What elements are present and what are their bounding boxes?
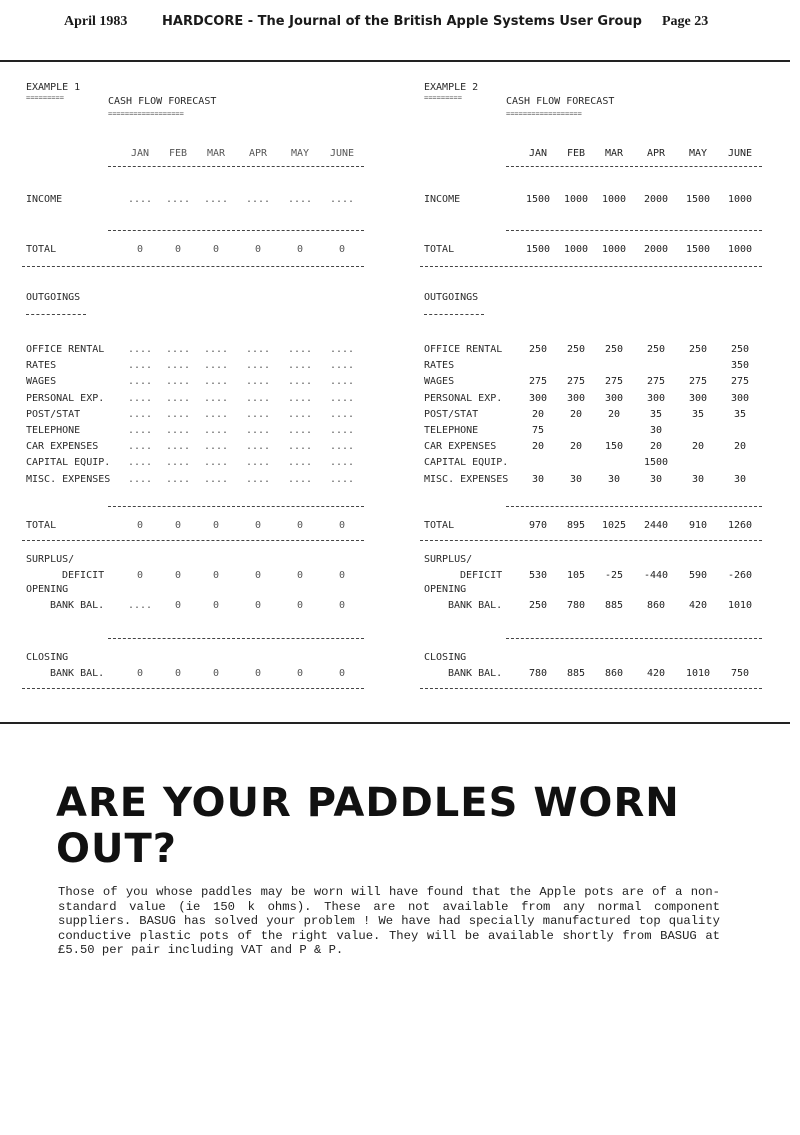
expense-cell: .... [329, 344, 355, 355]
opening-cell: 1010 [727, 600, 753, 611]
income-cell: 1500 [525, 194, 551, 205]
month-header: MAY [688, 148, 708, 159]
expense-cell: .... [203, 392, 229, 404]
example-label-underline: ========= [26, 94, 64, 102]
surplus-cell: 0 [174, 570, 182, 581]
expense-row-label: CAR EXPENSES [26, 441, 99, 453]
income-cell: .... [329, 194, 355, 205]
expense-row-label: TELEPHONE [26, 425, 81, 436]
opening-bank-bal-label: BANK BAL. [50, 600, 105, 611]
expense-cell: .... [127, 344, 153, 355]
expense-cell: .... [287, 344, 313, 355]
opening-cell: 860 [646, 600, 666, 611]
dashed-rule [506, 638, 762, 639]
dashed-rule [108, 166, 364, 167]
expense-cell: .... [203, 408, 229, 420]
expense-cell: 300 [566, 392, 586, 404]
outgoings-label: OUTGOINGS [26, 292, 81, 303]
dashed-rule [26, 314, 86, 315]
surplus-cell: -260 [727, 570, 753, 581]
expense-cell: .... [245, 425, 271, 436]
total-income-cell: 1000 [727, 244, 753, 255]
expense-cell: .... [245, 344, 271, 355]
expense-cell: .... [127, 457, 153, 469]
total-income-cell: 0 [136, 244, 144, 255]
total-income-cell: 1000 [563, 244, 589, 255]
expense-cell: 300 [604, 392, 624, 404]
expense-cell: 20 [569, 408, 583, 420]
expense-cell: .... [203, 457, 229, 469]
total-income-cell: 1500 [525, 244, 551, 255]
income-cell: .... [127, 194, 153, 205]
income-cell: 1500 [685, 194, 711, 205]
expense-cell: 250 [688, 344, 708, 355]
opening-cell: 885 [604, 600, 624, 611]
expense-cell: 250 [566, 344, 586, 355]
dashed-rule [420, 540, 762, 541]
dashed-rule [108, 506, 364, 507]
top-rule [0, 60, 790, 62]
surplus-cell: 0 [296, 570, 304, 581]
expense-cell: 250 [528, 344, 548, 355]
example1-spreadsheet [22, 82, 372, 697]
expense-cell: .... [287, 392, 313, 404]
opening-cell: 420 [688, 600, 708, 611]
income-cell: 1000 [601, 194, 627, 205]
dashed-rule [420, 688, 762, 689]
surplus-cell: -25 [604, 570, 624, 581]
total-outgoings-cell: 0 [174, 520, 182, 531]
total-income-cell: 0 [338, 244, 346, 255]
expense-cell: .... [245, 392, 271, 404]
closing-cell: 1010 [685, 668, 711, 679]
expense-cell: 75 [531, 425, 545, 436]
expense-cell: .... [245, 360, 271, 372]
dashed-rule [506, 230, 762, 231]
month-header: FEB [566, 148, 586, 159]
closing-cell: 0 [136, 668, 144, 679]
expense-cell: 35 [733, 408, 747, 420]
expense-cell: 30 [607, 473, 621, 485]
income-cell: 2000 [643, 194, 669, 205]
expense-cell: 300 [528, 392, 548, 404]
deficit-label: DEFICIT [460, 570, 503, 581]
expense-cell: .... [287, 425, 313, 436]
expense-cell: .... [329, 408, 355, 420]
expense-cell: .... [203, 376, 229, 388]
dashed-rule [424, 314, 484, 315]
opening-cell: 0 [254, 600, 262, 611]
total-outgoings-cell: 0 [136, 520, 144, 531]
closing-bank-bal-label: BANK BAL. [50, 668, 105, 679]
expense-cell: 275 [688, 376, 708, 388]
expense-cell: .... [127, 408, 153, 420]
expense-row-label: OFFICE RENTAL [26, 344, 105, 355]
article-body: Those of you whose paddles may be worn will have found that the Apple pots are of a non-standard value (ie 150 k ohms). These are not available from any normal component suppliers. BASUG has solved your problem ! We have had specially manufactured top quality conductive plastic pots of the right value. They will be available shortly from BASUG at £5.50 per pair including VAT and P & P. [58, 885, 720, 957]
expense-cell: 35 [691, 408, 705, 420]
issue-date: April 1983 [64, 14, 128, 29]
surplus-cell: 590 [688, 570, 708, 581]
expense-row-label: POST/STAT [424, 408, 479, 420]
expense-cell: .... [165, 457, 191, 469]
closing-cell: 420 [646, 668, 666, 679]
income-cell: .... [203, 194, 229, 205]
total-outgoings-cell: 0 [254, 520, 262, 531]
closing-cell: 0 [338, 668, 346, 679]
income-cell: .... [245, 194, 271, 205]
article-headline: ARE YOUR PADDLES WORN OUT? [56, 780, 680, 872]
expense-cell: 35 [649, 408, 663, 420]
income-label: INCOME [26, 194, 63, 205]
expense-cell: 250 [646, 344, 666, 355]
total-income-cell: 0 [174, 244, 182, 255]
month-header: JAN [528, 148, 548, 159]
expense-cell: .... [165, 441, 191, 453]
surplus-label: SURPLUS/ [26, 554, 75, 565]
expense-cell: 20 [733, 441, 747, 453]
expense-row-label: CAPITAL EQUIP. [424, 457, 509, 469]
month-header: MAR [604, 148, 624, 159]
example2-spreadsheet [420, 82, 770, 697]
dashed-rule [108, 638, 364, 639]
expense-cell: 30 [569, 473, 583, 485]
expense-cell: .... [329, 473, 355, 485]
expense-cell: 30 [649, 473, 663, 485]
expense-cell: 20 [691, 441, 705, 453]
expense-cell: 275 [566, 376, 586, 388]
surplus-cell: 0 [136, 570, 144, 581]
expense-cell: .... [165, 408, 191, 420]
expense-cell: 300 [646, 392, 666, 404]
expense-row-label: TELEPHONE [424, 425, 479, 436]
expense-cell: 30 [733, 473, 747, 485]
expense-cell: .... [165, 376, 191, 388]
surplus-cell: 530 [528, 570, 548, 581]
total-outgoings-cell: 970 [528, 520, 548, 531]
expense-cell: 150 [604, 441, 624, 453]
expense-cell: 300 [730, 392, 750, 404]
month-header: JAN [130, 148, 150, 159]
expense-cell: .... [329, 457, 355, 469]
income-label: INCOME [424, 194, 461, 205]
total-outgoings-cell: 0 [296, 520, 304, 531]
example-label: EXAMPLE 1 [26, 82, 81, 93]
expense-cell: .... [287, 473, 313, 485]
sheet-title: CASH FLOW FORECAST [108, 96, 217, 107]
expense-cell: .... [287, 408, 313, 420]
total-income-cell: 0 [296, 244, 304, 255]
total-income-label: TOTAL [424, 244, 455, 255]
expense-cell: .... [165, 392, 191, 404]
expense-cell: .... [203, 360, 229, 372]
expense-cell: .... [165, 344, 191, 355]
expense-cell: .... [127, 360, 153, 372]
closing-cell: 0 [174, 668, 182, 679]
opening-label: OPENING [424, 584, 467, 595]
expense-row-label: MISC. EXPENSES [26, 473, 111, 485]
deficit-label: DEFICIT [62, 570, 105, 581]
opening-cell: 250 [528, 600, 548, 611]
expense-row-label: MISC. EXPENSES [424, 473, 509, 485]
total-income-cell: 0 [254, 244, 262, 255]
expense-row-label: RATES [424, 360, 455, 372]
expense-cell: .... [329, 425, 355, 436]
expense-cell: .... [203, 441, 229, 453]
expense-cell: 275 [730, 376, 750, 388]
expense-cell: .... [245, 457, 271, 469]
month-header: APR [646, 148, 666, 159]
expense-cell: 20 [531, 408, 545, 420]
expense-cell: .... [287, 441, 313, 453]
expense-cell: 20 [531, 441, 545, 453]
closing-cell: 0 [296, 668, 304, 679]
expense-cell: 30 [649, 425, 663, 436]
expense-cell: .... [165, 360, 191, 372]
opening-cell: 780 [566, 600, 586, 611]
income-cell: 1000 [727, 194, 753, 205]
page-header [0, 10, 800, 38]
sheet-title-underline: ================== [506, 110, 582, 118]
closing-cell: 860 [604, 668, 624, 679]
closing-bank-bal-label: BANK BAL. [448, 668, 503, 679]
surplus-cell: -440 [643, 570, 669, 581]
opening-label: OPENING [26, 584, 69, 595]
income-cell: 1000 [563, 194, 589, 205]
month-header: MAY [290, 148, 310, 159]
total-outgoings-cell: 1025 [601, 520, 627, 531]
surplus-label: SURPLUS/ [424, 554, 473, 565]
month-header: APR [248, 148, 268, 159]
expense-row-label: CAR EXPENSES [424, 441, 497, 453]
journal-title: HARDCORE - The Journal of the British Apple Systems User Group [162, 14, 642, 29]
total-income-cell: 2000 [643, 244, 669, 255]
dashed-rule [506, 506, 762, 507]
expense-cell: .... [127, 376, 153, 388]
closing-cell: 750 [730, 668, 750, 679]
expense-row-label: PERSONAL EXP. [424, 392, 503, 404]
expense-cell: 350 [730, 360, 750, 372]
expense-cell: .... [287, 457, 313, 469]
expense-cell: 30 [531, 473, 545, 485]
surplus-cell: 105 [566, 570, 586, 581]
closing-cell: 0 [254, 668, 262, 679]
total-outgoings-cell: 1260 [727, 520, 753, 531]
expense-cell: .... [203, 473, 229, 485]
expense-cell: .... [165, 473, 191, 485]
opening-bank-bal-label: BANK BAL. [448, 600, 503, 611]
month-header: MAR [206, 148, 226, 159]
total-outgoings-label: TOTAL [424, 520, 455, 531]
total-outgoings-cell: 0 [338, 520, 346, 531]
dashed-rule [22, 540, 364, 541]
expense-cell: 300 [688, 392, 708, 404]
total-outgoings-cell: 2440 [643, 520, 669, 531]
closing-label: CLOSING [424, 652, 467, 663]
total-income-cell: 1000 [601, 244, 627, 255]
expense-cell: 250 [604, 344, 624, 355]
opening-cell: 0 [296, 600, 304, 611]
expense-cell: .... [245, 408, 271, 420]
total-income-label: TOTAL [26, 244, 57, 255]
expense-row-label: PERSONAL EXP. [26, 392, 105, 404]
closing-cell: 780 [528, 668, 548, 679]
expense-cell: .... [127, 441, 153, 453]
surplus-cell: 0 [254, 570, 262, 581]
month-header: JUNE [727, 148, 753, 159]
expense-row-label: POST/STAT [26, 408, 81, 420]
closing-label: CLOSING [26, 652, 69, 663]
expense-cell: .... [203, 425, 229, 436]
section-rule [0, 722, 790, 724]
total-outgoings-cell: 0 [212, 520, 220, 531]
expense-cell: 1500 [643, 457, 669, 469]
expense-cell: .... [245, 441, 271, 453]
expense-cell: .... [287, 376, 313, 388]
expense-cell: 275 [528, 376, 548, 388]
expense-cell: .... [287, 360, 313, 372]
opening-cell: 0 [212, 600, 220, 611]
total-outgoings-label: TOTAL [26, 520, 57, 531]
expense-row-label: OFFICE RENTAL [424, 344, 503, 355]
example-label-underline: ========= [424, 94, 462, 102]
expense-cell: .... [127, 392, 153, 404]
dashed-rule [506, 166, 762, 167]
month-header: FEB [168, 148, 188, 159]
expense-cell: .... [245, 473, 271, 485]
expense-cell: 30 [691, 473, 705, 485]
outgoings-label: OUTGOINGS [424, 292, 479, 303]
surplus-cell: 0 [338, 570, 346, 581]
expense-row-label: WAGES [26, 376, 57, 388]
total-outgoings-cell: 895 [566, 520, 586, 531]
expense-cell: .... [127, 473, 153, 485]
opening-cell: .... [127, 600, 153, 611]
month-header: JUNE [329, 148, 355, 159]
expense-cell: .... [165, 425, 191, 436]
expense-cell: .... [329, 392, 355, 404]
page-number: Page 23 [662, 14, 709, 29]
expense-cell: .... [329, 376, 355, 388]
dashed-rule [22, 688, 364, 689]
expense-row-label: WAGES [424, 376, 455, 388]
expense-cell: 20 [649, 441, 663, 453]
expense-cell: 275 [604, 376, 624, 388]
sheet-title: CASH FLOW FORECAST [506, 96, 615, 107]
dashed-rule [420, 266, 762, 267]
opening-cell: 0 [174, 600, 182, 611]
expense-row-label: CAPITAL EQUIP. [26, 457, 111, 469]
opening-cell: 0 [338, 600, 346, 611]
total-income-cell: 0 [212, 244, 220, 255]
expense-cell: .... [245, 376, 271, 388]
expense-cell: 20 [569, 441, 583, 453]
closing-cell: 0 [212, 668, 220, 679]
example-label: EXAMPLE 2 [424, 82, 479, 93]
dashed-rule [108, 230, 364, 231]
expense-cell: .... [329, 360, 355, 372]
expense-cell: 20 [607, 408, 621, 420]
sheet-title-underline: ================== [108, 110, 184, 118]
dashed-rule [22, 266, 364, 267]
expense-cell: 275 [646, 376, 666, 388]
total-outgoings-cell: 910 [688, 520, 708, 531]
closing-cell: 885 [566, 668, 586, 679]
expense-cell: .... [203, 344, 229, 355]
expense-cell: .... [329, 441, 355, 453]
expense-cell: .... [127, 425, 153, 436]
expense-cell: 250 [730, 344, 750, 355]
surplus-cell: 0 [212, 570, 220, 581]
expense-row-label: RATES [26, 360, 57, 372]
total-income-cell: 1500 [685, 244, 711, 255]
income-cell: .... [165, 194, 191, 205]
income-cell: .... [287, 194, 313, 205]
